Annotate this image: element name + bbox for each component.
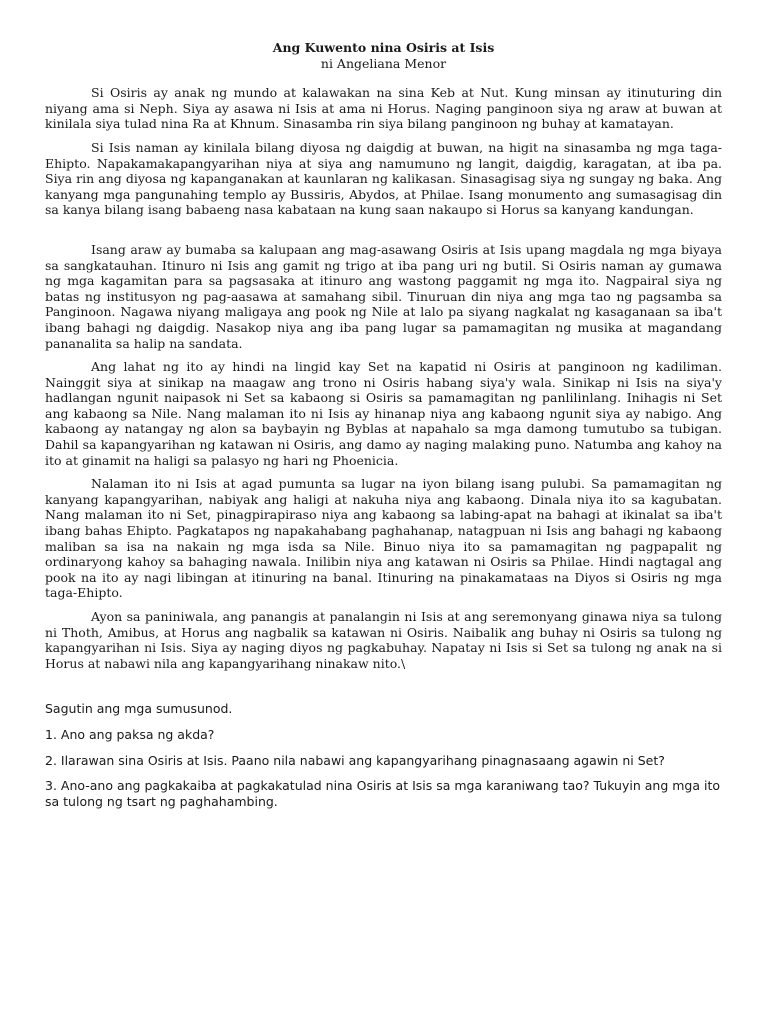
questions-section <box>45 701 722 809</box>
document-page <box>45 40 722 819</box>
paragraph-isis-intro: Si Isis naman ay kinilala bilang diyosa ng daigdig at buwan, na higit na sinasamba ng mga taga-Ehipto. Napakamakapangyarihan niya at siya ang namumuno ng langit, daigdig, karagatan, at iba pa. Siya rin ang diyosa ng kapanganakan at kaunlaran ng kalikasan. Sinasagisag siya ng sungay ng baka. Ang kanyang mga pangunahing templo ay Bussiris, Abydos, at Philae. Isang monumento ang sumasagisag din sa kanya bilang isang babaeng nasa kabataan na kung saan nakaupo si Horus sa kanyang kandungan. <box>45 139 722 218</box>
question-item-3: 3. Ano-ano ang pagkakaiba at pagkakatulad nina Osiris at Isis sa mga karaniwang tao? Tukuyin ang mga ito sa tulong ng tsart ng paghahambing. <box>45 778 720 809</box>
questions-instruction: Sagutin ang mga sumusunod. <box>45 701 233 717</box>
document-title: Ang Kuwento nina Osiris at Isis <box>272 40 495 55</box>
paragraph-isis-search: Nalaman ito ni Isis at agad pumunta sa lugar na iyon bilang isang pulubi. Sa pamamagitan ng kanyang kapangyarihan, nabiyak ang haligi at nakuha niya ang kabaong. Dinala niya ito sa kagubatan. Nang malaman ito ni Set, pinagpirapiraso niya ang kabaong sa labing-apat na bahagi at ikinalat sa iba't ibang bahas Ehipto. Pagkatapos ng napakahabang paghahanap, natagpuan ni Isis ang bahagi ng kabaong maliban sa isa na nakain ng mga isda sa Nile. Binuo niya ito sa pamamagitan ng pagpapalit ng ordinaryong kahoy sa bahaging nawala. Inilibin niya ang katawan ni Osiris sa Philae. Hindi nagtagal ang pook na ito ay nagi libingan at itinuring na banal. Itinuring na pinakamataas na Diyos si Osiris ng mga taga-Ehipto. <box>45 476 722 601</box>
paragraph-osiris-intro: Si Osiris ay anak ng mundo at kalawakan na sina Keb at Nut. Kung minsan ay itinuturing din niyang ama si Neph. Siya ay asawa ni Isis at ama ni Horus. Naging panginoon siya ng araw at buwan at kinilala siya tulad nina Ra at Khnum. Sinasamba rin siya bilang panginoon ng buhay at kamatayan. <box>45 85 722 132</box>
paragraph-set-betrayal: Ang lahat ng ito ay hindi na lingid kay Set na kapatid ni Osiris at panginoon ng kadiliman. Nainggit siya at sinikap na maagaw ang trono ni Osiris habang siya'y wala. Sinikap ni Isis na siya'y hadlangan ngunit naipasok ni Set sa kabaong si Osiris sa pamamagitan ng panlilinlang. Inihagis ni Set ang kabaong sa Nile. Nang malaman ito ni Isis ay hinanap niya ang kabaong ngunit siya ay nabigo. Ang kabaong ay natangay ng alon sa baybayin ng Byblas at napahalo sa mga damong tumutubo sa tubigan. Dahil sa kapangyarihan ng katawan ni Osiris, ang damo ay naging malaking puno. Natumba ang kahoy na ito at ginamit na haligi sa palasyo ng hari ng Phoenicia. <box>45 359 722 468</box>
question-item-1: 1. Ano ang paksa ng akda? <box>45 726 215 742</box>
section-spacer <box>45 679 722 701</box>
question-item-2: 2. Ilarawan sina Osiris at Isis. Paano nila nabawi ang kapangyarihang pinagnasaang agawin ni Set? <box>45 752 665 768</box>
paragraph-resurrection: Ayon sa paniniwala, ang panangis at panalangin ni Isis at ang seremonyang ginawa niya sa tulong ni Thoth, Amibus, at Horus ang nagbalik sa katawan ni Osiris. Naibalik ang buhay ni Osiris sa tulong ng kapangyarihan ni Isis. Siya ay naging diyos ng pagkabuhay. Napatay ni Isis si Set sa tulong ng anak na si Horus at nabawi nila ang kapangyarihang ninakaw nito.\ <box>45 609 722 671</box>
document-author: ni Angeliana Menor <box>320 55 447 71</box>
paragraph-gifts-to-humanity: Isang araw ay bumaba sa kalupaan ang mag-asawang Osiris at Isis upang magdala ng mga biyaya sa sangkatauhan. Itinuro ni Isis ang gamit ng trigo at iba pang uri ng butil. Si Osiris naman ay gumawa ng mga kagamitan para sa pagsasaka at itinuro ang wastong paggamit ng mga ito. Nagpairal siya ng batas ng institusyon ng pag-aasawa at samahang sibil. Tinuruan din niya ang mga tao ng pagsamba sa Panginoon. Nagawa niyang maligaya ang pook ng Nile at lalo pa siyang nagkalat ng kasaganaan sa iba't ibang bahagi ng daigdig. Nasakop niya ang iba pang lugar sa pamamagitan ng musika at magandang pananalita sa halip na sandata. <box>45 241 722 351</box>
